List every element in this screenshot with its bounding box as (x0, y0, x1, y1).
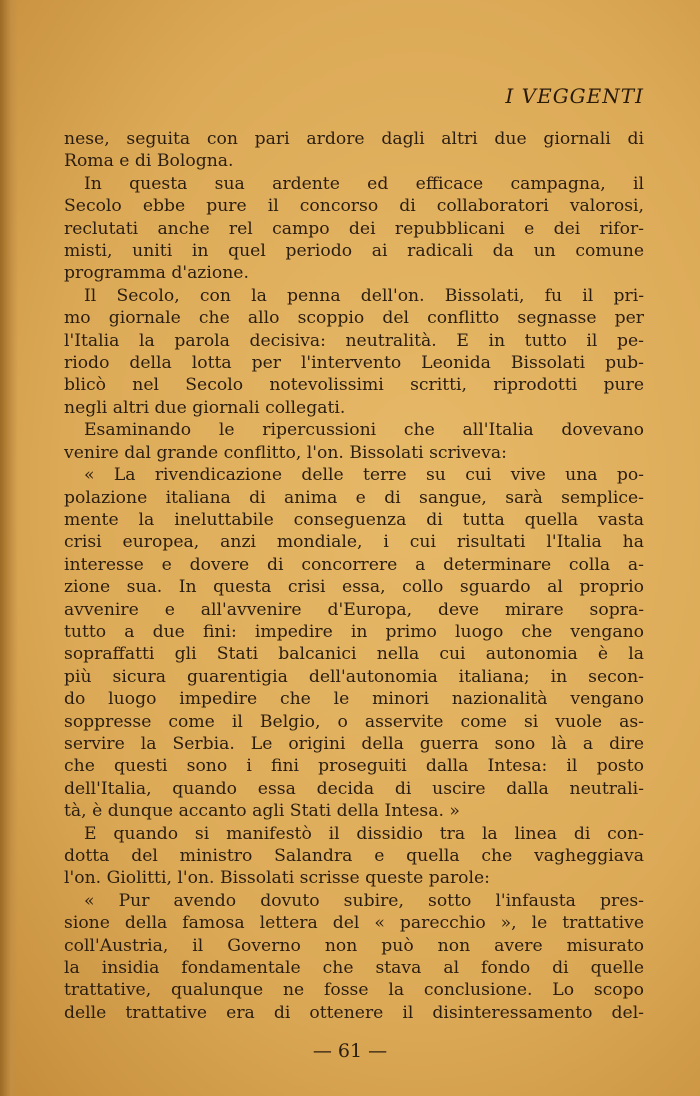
text-line: tà, è dunque accanto agli Stati della Intesa. » (64, 801, 460, 822)
text-line: delle trattative era di ottenere il disinteressamento del- (64, 1002, 644, 1023)
text-line: programma d'azione. (64, 263, 249, 284)
text-line: polazione italiana di anima e di sangue, sarà semplice- (64, 487, 644, 508)
text-line: In questa sua ardente ed efficace campagna, il (84, 173, 644, 194)
text-line: blicò nel Secolo notevolissimi scritti, riprodotti pure (64, 375, 644, 396)
text-line: l'Italia la parola decisiva: neutralità. E in tutto il pe- (64, 330, 644, 351)
text-line: servire la Serbia. Le origini della guerra sono là a dire (64, 733, 644, 754)
text-line: più sicura guarentigia dell'autonomia italiana; in secon- (64, 666, 644, 687)
text-line: venire dal grande conflitto, l'on. Bissolati scriveva: (64, 442, 507, 463)
text-line: la insidia fondamentale che stava al fondo di quelle (64, 958, 644, 979)
text-line: sione della famosa lettera del « parecchio », le trattative (64, 913, 644, 934)
text-line: soppresse come il Belgio, o asservite come si vuole as- (64, 711, 644, 732)
text-line: che questi sono i fini proseguiti dalla Intesa: il posto (64, 756, 644, 777)
text-line: l'on. Giolitti, l'on. Bissolati scrisse queste parole: (64, 868, 490, 889)
text-line: reclutati anche rel campo dei repubblicani e dei rifor- (64, 218, 644, 239)
page-number: — 61 — (312, 1040, 388, 1062)
text-line: avvenire e all'avvenire d'Europa, deve mirare sopra- (64, 599, 644, 620)
running-header: I VEGGENTI (505, 84, 644, 108)
body-text (64, 128, 644, 1024)
text-line: negli altri due giornali collegati. (64, 397, 346, 418)
text-line: dotta del ministro Salandra e quella che vagheggiava (64, 846, 644, 866)
text-line: E quando si manifestò il dissidio tra la linea di con- (84, 823, 644, 844)
text-line: riodo della lotta per l'intervento Leonida Bissolati pub- (64, 353, 644, 374)
text-line: « Pur avendo dovuto subire, sotto l'infausta pres- (84, 890, 644, 911)
text-line: « La rivendicazione delle terre su cui vive una po- (84, 465, 644, 486)
text-line: dell'Italia, quando essa decida di uscire dalla neutrali- (64, 778, 644, 799)
text-line: nese, seguita con pari ardore dagli altri due giornali di (64, 129, 644, 149)
text-line: sopraffatti gli Stati balcanici nella cui autonomia è la (64, 644, 644, 665)
text-line: coll'Austria, il Governo non può non avere misurato (64, 935, 644, 956)
text-line: interesse e dovere di concorrere a determinare colla a- (64, 554, 644, 575)
text-line: trattative, qualunque ne fosse la conclusione. Lo scopo (64, 980, 644, 1001)
text-line: Roma e di Bologna. (64, 151, 234, 172)
text-line: mente la ineluttabile conseguenza di tutta quella vasta (64, 509, 644, 530)
text-line: do luogo impedire che le minori nazionalità vengano (64, 689, 644, 710)
page-spine-shadow (0, 0, 18, 1096)
text-line: zione sua. In questa crisi essa, collo sguardo al proprio (64, 577, 644, 598)
text-line: tutto a due fini: impedire in primo luogo che vengano (64, 621, 644, 642)
text-line: Il Secolo, con la penna dell'on. Bissolati, fu il pri- (84, 285, 644, 306)
text-line: Esaminando le ripercussioni che all'Italia dovevano (84, 420, 644, 441)
text-line: crisi europea, anzi mondiale, i cui risultati l'Italia ha (64, 532, 644, 553)
text-line: misti, uniti in quel periodo ai radicali da un comune (64, 241, 644, 262)
text-line: mo giornale che allo scoppio del conflitto segnasse per (64, 308, 644, 329)
text-line: Secolo ebbe pure il concorso di collaboratori valorosi, (64, 196, 644, 217)
